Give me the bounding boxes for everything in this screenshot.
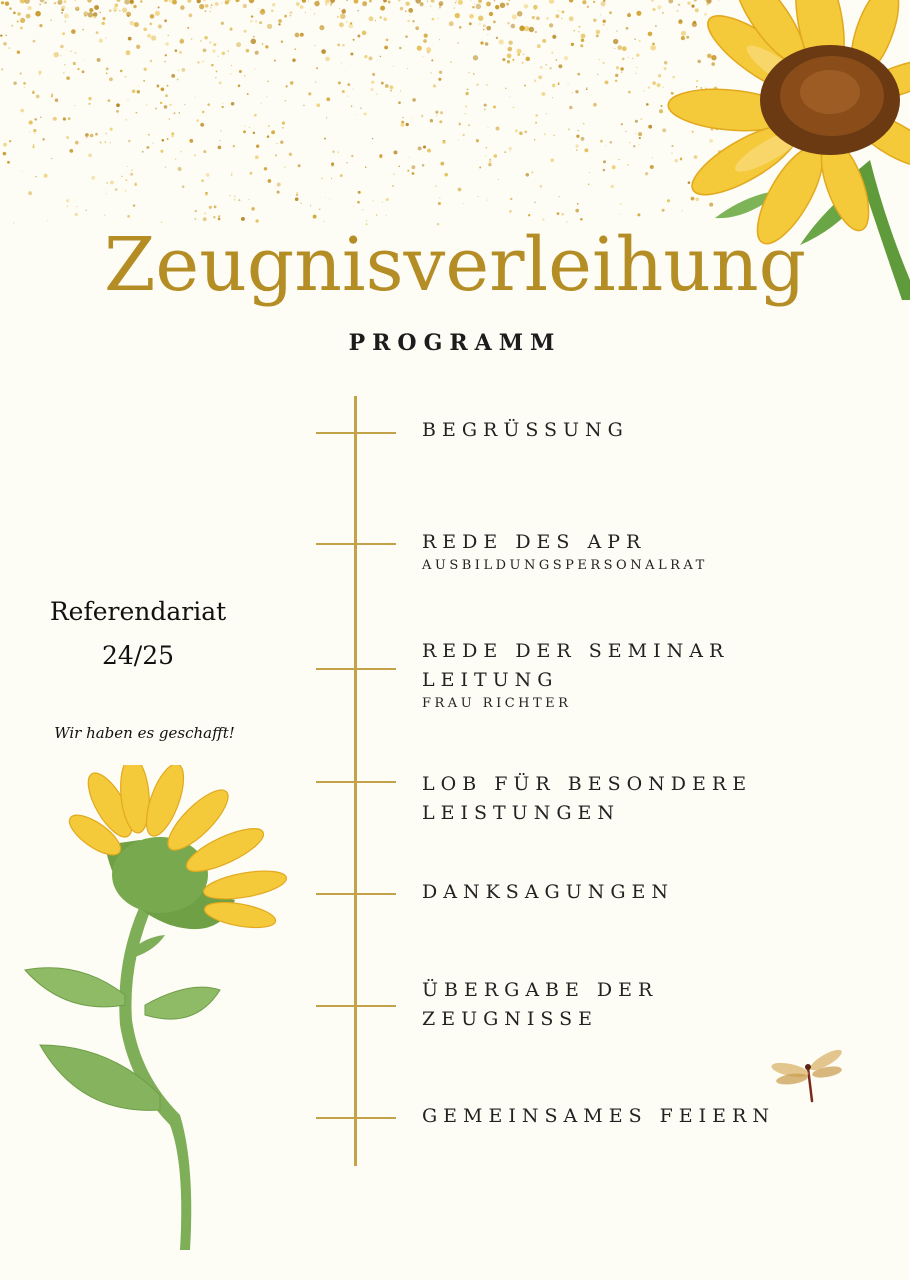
program-item-title-line2: ZEUGNISSE xyxy=(422,1008,598,1030)
program-item-rede-apr xyxy=(422,528,892,575)
dragonfly-icon xyxy=(770,1046,846,1106)
timeline-tick xyxy=(316,1005,396,1007)
page-title: Zeugnisverleihung xyxy=(104,222,806,308)
page-subtitle: PROGRAMM xyxy=(348,330,562,356)
program-item-title-line1: REDE DER SEMINAR xyxy=(422,640,730,662)
program-item-title: DANKSAGUNGEN xyxy=(422,881,674,903)
program-item-title: GEMEINSAMES FEIERN xyxy=(422,1105,775,1127)
program-item-title-line2: LEITUNG xyxy=(422,669,559,691)
side-note: Wir haben es geschafft! xyxy=(54,724,235,742)
program-item-title: BEGRÜSSUNG xyxy=(422,419,629,441)
timeline-tick xyxy=(316,543,396,545)
program-item-title: REDE DES APR xyxy=(422,531,647,553)
program-item-lob xyxy=(422,770,892,828)
side-heading-line2: 24/25 xyxy=(101,641,175,670)
timeline-tick xyxy=(316,1117,396,1119)
timeline-tick xyxy=(316,781,396,783)
timeline-tick xyxy=(316,432,396,434)
program-item-rede-seminarleitung xyxy=(422,637,892,713)
program-item-uebergabe xyxy=(422,976,892,1034)
side-heading xyxy=(28,590,248,678)
program-item-title-line1: ÜBERGABE DER xyxy=(422,979,659,1001)
side-heading-line1: Referendariat xyxy=(49,597,227,626)
sunflower-stem-icon xyxy=(20,765,300,1260)
program-item-danksagungen xyxy=(422,878,892,907)
program-item-feiern xyxy=(422,1102,892,1131)
program-item-subtitle: FRAU RICHTER xyxy=(422,696,572,711)
program-item-title-line1: LOB FÜR BESONDERE xyxy=(422,773,753,795)
timeline-tick xyxy=(316,668,396,670)
program-item-subtitle: AUSBILDUNGSPERSONALRAT xyxy=(422,558,708,573)
timeline-tick xyxy=(316,893,396,895)
program-item-title-line2: LEISTUNGEN xyxy=(422,802,620,824)
program-item-begruessung xyxy=(422,416,892,445)
